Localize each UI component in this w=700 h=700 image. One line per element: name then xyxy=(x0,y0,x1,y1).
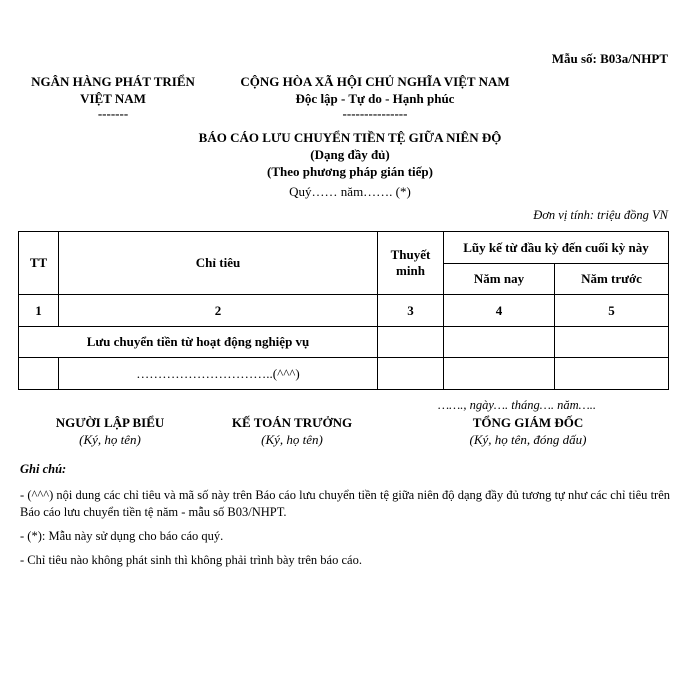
currency-unit: Đơn vị tính: triệu đồng VN xyxy=(533,208,668,222)
director-title: TỔNG GIÁM ĐỐC xyxy=(472,415,584,430)
header-chi-tieu: Chỉ tiêu xyxy=(59,232,378,295)
empty-cell xyxy=(555,327,669,358)
director-note: (Ký, họ tên, đóng dấu) xyxy=(469,432,587,447)
org-name-line2: VIỆT NAM xyxy=(80,91,146,106)
empty-cell xyxy=(378,327,444,358)
col-index-1: 1 xyxy=(19,295,59,327)
report-subtitle-method: (Theo phương pháp gián tiếp) xyxy=(267,164,433,179)
organization-header xyxy=(18,73,208,120)
notes-section xyxy=(20,461,670,576)
motto: Độc lập - Tự do - Hạnh phúc xyxy=(295,91,455,106)
signature-preparer xyxy=(30,414,190,448)
report-period: Quý…… năm……. (*) xyxy=(289,184,411,199)
col-index-5: 5 xyxy=(555,295,669,327)
header-nam-truoc: Năm trước xyxy=(555,264,669,295)
empty-cell xyxy=(444,358,555,390)
report-subtitle-form: (Dạng đầy đủ) xyxy=(310,147,390,162)
cash-flow-table xyxy=(18,231,669,390)
section-operating-activities: Lưu chuyển tiền từ hoạt động nghiệp vụ xyxy=(19,327,378,358)
report-title-block xyxy=(0,129,700,200)
signature-director xyxy=(438,414,618,448)
org-name-line1: NGÂN HÀNG PHÁT TRIỂN xyxy=(31,74,195,89)
col-index-2: 2 xyxy=(59,295,378,327)
accountant-note: (Ký, họ tên) xyxy=(261,432,323,447)
header-luy-ke: Lũy kế từ đầu kỳ đến cuối kỳ này xyxy=(444,232,669,264)
note-item: - Chỉ tiêu nào không phát sinh thì không phải trình bày trên báo cáo. xyxy=(20,553,362,567)
signature-accountant xyxy=(212,414,372,448)
header-nam-nay: Năm nay xyxy=(444,264,555,295)
republic-name: CỘNG HÒA XÃ HỘI CHỦ NGHĨA VIỆT NAM xyxy=(240,74,510,89)
notes-heading: Ghi chú: xyxy=(20,462,67,476)
empty-cell xyxy=(378,358,444,390)
sign-date-line: ……., ngày…. tháng…. năm….. xyxy=(438,398,596,412)
org-separator: ------- xyxy=(97,106,129,121)
motto-separator: --------------- xyxy=(342,106,408,121)
header-thuyet-minh: Thuyết minh xyxy=(378,232,444,295)
col-index-3: 3 xyxy=(378,295,444,327)
empty-cell xyxy=(444,327,555,358)
preparer-note: (Ký, họ tên) xyxy=(79,432,141,447)
note-item: - (^^^) nội dung các chỉ tiêu và mã số này trên Báo cáo lưu chuyển tiền tệ giữa niên độ dạng đầy đủ tương tự như các chỉ tiêu trên Báo cáo lưu chuyển tiền tệ năm - mẫu số B03/NHPT. xyxy=(20,488,670,519)
empty-cell xyxy=(555,358,669,390)
placeholder-row: …………………………..(^^^) xyxy=(59,358,378,390)
report-title: BÁO CÁO LƯU CHUYỂN TIỀN TỆ GIỮA NIÊN ĐỘ xyxy=(198,130,502,145)
republic-header xyxy=(210,73,540,120)
form-code: Mẫu số: B03a/NHPT xyxy=(551,51,668,66)
note-item: - (*): Mẫu này sử dụng cho báo cáo quý. xyxy=(20,529,224,543)
empty-cell xyxy=(19,358,59,390)
accountant-title: KẾ TOÁN TRƯỞNG xyxy=(231,415,353,430)
preparer-title: NGƯỜI LẬP BIỂU xyxy=(55,415,165,430)
header-tt: TT xyxy=(19,232,59,295)
col-index-4: 4 xyxy=(444,295,555,327)
